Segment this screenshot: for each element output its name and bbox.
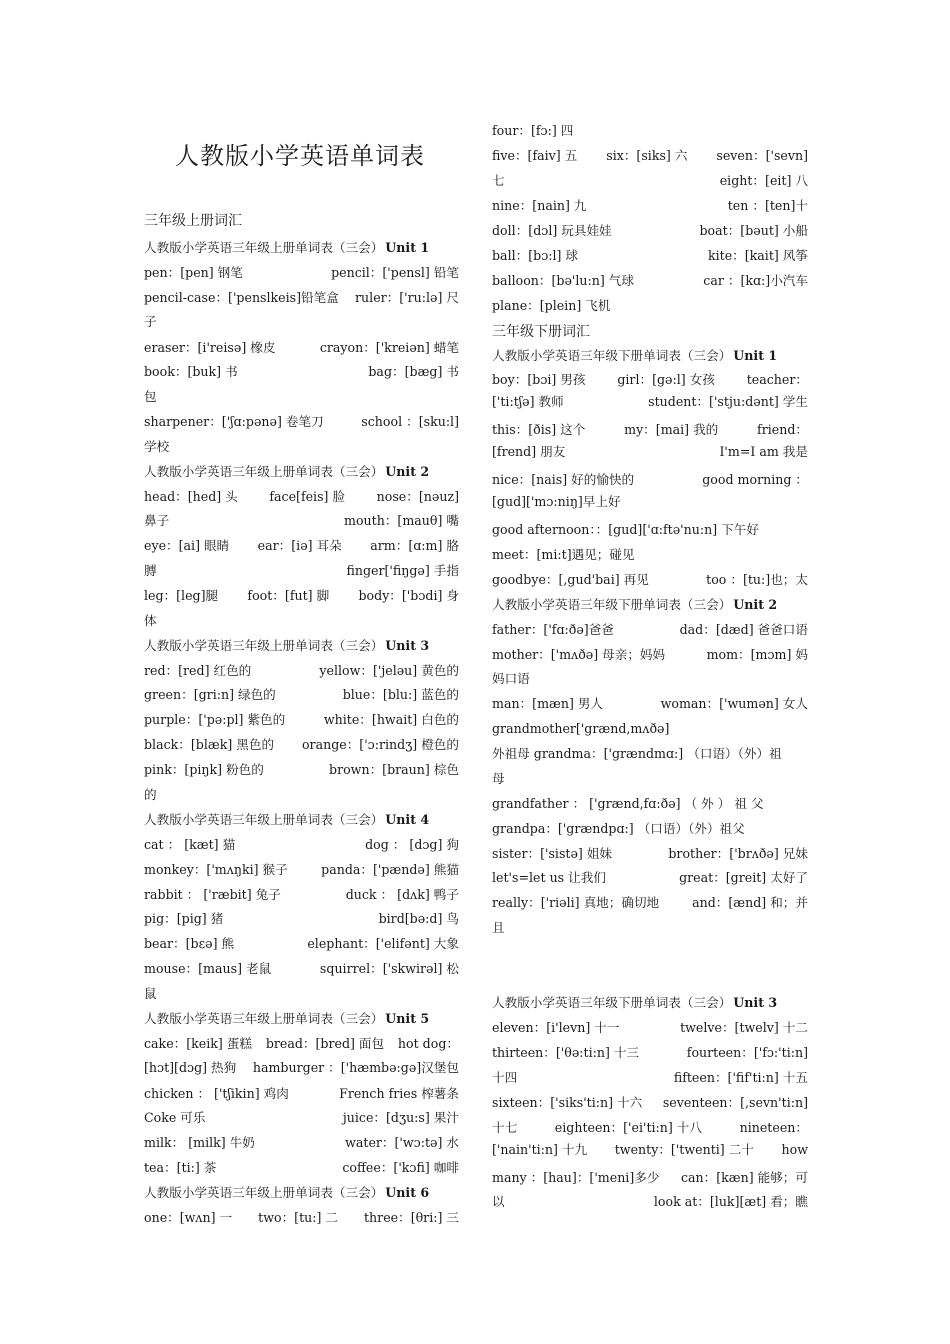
unit-number: Unit 3 [385,638,430,653]
vocab-entry: body：['bɔdi] 身 [358,588,459,603]
vocab-entry: orange：['ɔ:rindʒ] 橙色的 [301,737,459,752]
vocab-entry: pink：[piŋk] 粉色的 [144,762,264,777]
vocab-entry: monkey：['mʌŋki] 猴子 [144,862,288,877]
vocab-entry: school ：[sku:l] [361,414,459,429]
unit-heading [144,637,459,655]
vocab-entry: girl：[gə:l] 女孩 [617,372,715,387]
unit-heading [144,463,459,481]
vocab-line [492,493,808,511]
vocab-entry: French fries 榨薯条 [339,1086,459,1101]
vocab-line [492,147,808,165]
vocab-entry: plane：[plein] 飞机 [492,298,611,313]
vocab-entry: mouse：[maus] 老鼠 [144,961,272,976]
vocab-entry: fifteen：['fif'ti:n] 十五 [673,1070,808,1085]
section-heading-grade3-vol2: 三年级下册词汇 [492,324,590,340]
unit-number: Unit 1 [385,240,430,255]
vocab-entry: many ：[hau]：['meni]多少 [492,1170,660,1185]
vocab-entry: 的 [144,787,157,802]
vocab-line [492,172,808,190]
vocab-line [492,122,808,140]
vocab-entry: seventeen：[,sevn'ti:n] [662,1095,808,1110]
vocab-line [144,438,459,456]
vocab-entry: head：[hed] 头 [144,489,238,504]
vocab-line [144,512,459,530]
vocab-entry: eight：[eit] 八 [719,173,808,188]
vocab-entry: chicken ： ['tʃikin] 鸡肉 [144,1086,289,1101]
vocab-entry: mother：['mʌðə] 母亲；妈妈 [492,647,666,662]
vocab-entry: six：[siks] 六 [606,148,688,163]
unit-heading-text: 人教版小学英语三年级上册单词表（三会） [144,1185,384,1200]
unit-number: Unit 3 [733,995,778,1010]
vocab-line [492,695,808,713]
vocab-entry: 且 [492,920,505,935]
vocab-line [492,745,808,763]
vocab-entry: grandfather ： ['grænd,fɑ:ðə] （ 外 ） 祖 父 [492,796,764,811]
unit-heading [144,239,459,257]
vocab-entry: friend： [757,422,808,437]
vocab-line [492,1141,808,1159]
vocab-line [144,363,459,381]
unit-heading [492,596,808,614]
vocab-line [144,886,459,904]
vocab-entry: foot：[fut] 脚 [247,588,330,603]
vocab-line [492,546,808,564]
vocab-entry: 母 [492,771,505,786]
vocab-line [144,985,459,1003]
vocab-entry: panda：['pændə] 熊猫 [321,862,459,877]
vocab-entry: squirrel：['skwirəl] 松 [319,961,459,976]
vocab-line [144,612,459,630]
vocab-entry: duck ： [dʌk] 鸭子 [345,887,459,902]
vocab-entry: black：[blæk] 黑色的 [144,737,275,752]
vocab-entry: crayon：['kreiən] 蜡笔 [319,340,459,355]
vocab-entry: [gud]['mɔ:niŋ]早上好 [492,494,621,509]
vocab-entry: how [781,1142,808,1157]
vocab-line [492,1069,808,1087]
vocab-entry: my：[mai] 我的 [624,422,719,437]
vocab-entry: man：[mæn] 男人 [492,696,604,711]
vocab-entry: arm：[ɑ:m] 胳 [370,538,459,553]
unit-heading-text: 人教版小学英语三年级上册单词表（三会） [144,464,384,479]
vocab-entry: purple：['pə:pl] 紫色的 [144,712,286,727]
vocab-entry: ten ：[ten]十 [727,198,808,213]
unit-heading-text: 人教版小学英语三年级下册单词表（三会） [492,597,732,612]
vocab-entry: meet：[mi:t]遇见；碰见 [492,547,635,562]
unit-heading-text: 人教版小学英语三年级上册单词表（三会） [144,638,384,653]
vocab-entry: balloon：[bə'lu:n] 气球 [492,273,634,288]
unit-heading-text: 人教版小学英语三年级上册单词表（三会） [144,1011,384,1026]
vocab-entry: mom：[mɔm] 妈 [706,647,808,662]
unit-number: Unit 5 [385,1011,430,1026]
vocab-entry: boat：[bəut] 小船 [699,223,808,238]
vocab-line [492,670,808,688]
unit-heading-text: 人教版小学英语三年级下册单词表（三会） [492,348,732,363]
vocab-line [144,1085,459,1103]
vocab-line [492,443,808,461]
vocab-line [144,388,459,406]
vocab-entry: seven：['sevn] [716,148,808,163]
vocab-entry: and：[ænd] 和；并 [692,895,808,910]
vocab-entry: eye：[ai] 眼睛 [144,538,230,553]
vocab-entry: nose：[nəuz] [376,489,459,504]
vocab-line [144,910,459,928]
vocab-entry: can：[kæn] 能够；可 [680,1170,808,1185]
vocab-line [492,1019,808,1037]
vocab-entry: five：[faiv] 五 [492,148,578,163]
vocab-entry: 膊 [144,563,157,578]
vocab-entry: two：[tu:] 二 [258,1210,339,1225]
vocab-entry: rabbit ： ['ræbit] 兔子 [144,887,281,902]
vocab-entry: [frend] 朋友 [492,444,566,459]
vocab-entry: tea：[ti:] 茶 [144,1160,217,1175]
vocab-line [144,537,459,555]
vocab-line [492,471,808,489]
vocab-line [492,521,808,539]
vocab-entry: bag：[bæg] 书 [368,364,459,379]
vocab-entry: cat ： [kæt] 猫 [144,837,236,852]
vocab-entry: 学校 [144,439,170,454]
vocab-entry: eighteen：['ei'ti:n] 十八 [554,1120,702,1135]
vocab-line [144,1059,459,1077]
vocab-entry: red：[red] 红色的 [144,663,252,678]
unit-number: Unit 6 [385,1185,430,1200]
vocab-line [144,960,459,978]
vocab-line [144,686,459,704]
vocab-entry: book：[buk] 书 [144,364,238,379]
vocab-entry: 以 [492,1194,505,1209]
vocab-entry: doll：[dɔl] 玩具娃娃 [492,223,612,238]
vocab-line [492,1193,808,1211]
unit-heading-text: 人教版小学英语三年级上册单词表（三会） [144,812,384,827]
vocab-entry: juice：[dʒu:s] 果汁 [342,1110,459,1125]
vocab-line [144,1134,459,1152]
vocab-entry: ['nain'ti:n] 十九 [492,1142,588,1157]
vocab-line [492,1094,808,1112]
vocab-entry: 十四 [492,1070,518,1085]
vocab-entry: 子 [144,314,157,329]
vocab-entry: grandmother['grænd,mʌðə] [492,721,670,736]
vocab-entry: bread：[bred] 面包 [265,1036,385,1051]
vocab-entry: yellow：['jeləu] 黄色的 [319,663,459,678]
unit-heading [144,811,459,829]
vocab-entry: blue：[blu:] 蓝色的 [342,687,459,702]
unit-heading [144,1010,459,1028]
vocab-line [144,1209,459,1227]
vocab-entry: pencil：['pensl] 铅笔 [331,265,459,280]
vocab-entry: water：['wɔ:tə] 水 [345,1135,459,1150]
unit-heading [492,994,808,1012]
vocab-line [492,1169,808,1187]
vocab-entry: sharpener：['ʃɑ:pənə] 卷笔刀 [144,414,324,429]
vocab-line [144,1109,459,1127]
vocab-line [492,421,808,439]
vocab-entry: really：['riəli] 真地；确切地 [492,895,660,910]
vocab-entry: milk： [milk] 牛奶 [144,1135,255,1150]
unit-heading [144,1184,459,1202]
vocab-entry: this：[ðis] 这个 [492,422,586,437]
vocab-line [492,297,808,315]
vocab-line [492,371,808,389]
vocab-line [492,869,808,887]
vocab-line [144,488,459,506]
vocab-entry: 妈口语 [492,671,530,686]
vocab-line [144,761,459,779]
vocab-line [144,313,459,331]
vocab-line [144,836,459,854]
vocab-entry: look at：[luk][æt] 看；瞧 [653,1194,808,1209]
vocab-line [144,1159,459,1177]
vocab-entry: nineteen： [739,1120,808,1135]
vocab-entry: 鼠 [144,986,157,1001]
vocab-entry: sister：['sistə] 姐妹 [492,846,613,861]
vocab-entry: nine：[nain] 九 [492,198,587,213]
vocab-entry: twelve：[twelv] 十二 [680,1020,808,1035]
page-title: 人教版小学英语单词表 [175,142,425,170]
unit-heading-text: 人教版小学英语三年级上册单词表（三会） [144,240,384,255]
vocab-line [144,711,459,729]
unit-heading-text: 人教版小学英语三年级下册单词表（三会） [492,995,732,1010]
vocab-line [492,646,808,664]
vocab-entry: finger['fiŋgə] 手指 [346,563,459,578]
vocab-entry: four：[fɔ:] 四 [492,123,574,138]
vocab-line [492,272,808,290]
vocab-entry: leg：[leg]腿 [144,588,219,603]
vocab-entry: [hɔt][dɔg] 热狗 [144,1060,237,1075]
vocab-entry: bird[bə:d] 鸟 [378,911,459,926]
vocab-entry: hamburger ：['hæmbə:gə]汉堡包 [252,1060,459,1075]
vocab-entry: boy：[bɔi] 男孩 [492,372,586,387]
vocab-entry: dog ： [dɔg] 狗 [365,837,459,852]
vocab-line [144,935,459,953]
vocab-line [144,413,459,431]
vocab-entry: dad：[dæd] 爸爸口语 [679,622,808,637]
vocab-entry: woman：['wumən] 女人 [660,696,808,711]
vocab-entry: face[feis] 脸 [269,489,346,504]
vocab-entry: 十七 [492,1120,518,1135]
vocab-line [144,339,459,357]
vocab-entry: white：[hwait] 白色的 [323,712,459,727]
unit-number: Unit 2 [733,597,778,612]
vocab-entry: fourteen：['fɔ:'ti:n] [686,1045,808,1060]
vocab-line [492,393,808,411]
vocab-entry: good morning ： [702,472,808,487]
unit-number: Unit 4 [385,812,430,827]
vocab-entry: student：['stju:dənt] 学生 [648,394,808,409]
vocab-entry: green：[gri:n] 绿色的 [144,687,276,702]
section-heading-grade3-vol1: 三年级上册词汇 [144,213,242,229]
vocab-line [492,571,808,589]
vocab-line [144,1035,459,1053]
vocab-entry: three：[θri:] 三 [364,1210,459,1225]
vocab-line [492,770,808,788]
vocab-line [492,845,808,863]
vocab-line [144,786,459,804]
vocab-entry: twenty：['twenti] 二十 [614,1142,754,1157]
vocab-entry: 外祖母 grandma：['grændmɑ:] （口语）（外）祖 [492,746,782,761]
vocab-entry: ruler：['ru:lə] 尺 [355,290,459,305]
vocab-entry: elephant：['elifənt] 大象 [307,936,459,951]
vocab-line [492,894,808,912]
vocab-entry: brown：[braun] 棕色 [329,762,459,777]
vocab-entry: sixteen：['siks'ti:n] 十六 [492,1095,643,1110]
vocab-entry: one：[wʌn] 一 [144,1210,233,1225]
vocab-entry: coffee：['kɔfi] 咖啡 [342,1160,459,1175]
vocab-line [492,820,808,838]
unit-number: Unit 1 [733,348,778,363]
vocab-entry: 七 [492,173,505,188]
vocab-entry: pig：[pig] 猪 [144,911,224,926]
vocab-entry: Coke 可乐 [144,1110,206,1125]
vocab-line [492,795,808,813]
vocab-line [144,587,459,605]
vocab-line [144,562,459,580]
vocab-entry: I'm=I am 我是 [719,444,808,459]
vocab-line [144,264,459,282]
vocab-entry: pen：[pen] 钢笔 [144,265,243,280]
vocab-entry: mouth：[mauθ] 嘴 [344,513,459,528]
vocab-entry: too ：[tu:]也；太 [706,572,808,587]
vocab-entry: teacher： [746,372,808,387]
vocab-entry: 鼻子 [144,513,170,528]
vocab-line [492,247,808,265]
unit-heading [492,347,808,365]
vocab-entry: bear：[bεə] 熊 [144,936,235,951]
vocab-line [492,197,808,215]
vocab-entry: car ：[kɑ:]小汽车 [703,273,808,288]
vocab-entry: good afternoon：：[gud]['ɑ:ftə'nu:n] 下午好 [492,522,759,537]
vocab-entry: 体 [144,613,157,628]
vocab-entry: grandpa：['grændpɑ:] （口语）（外）祖父 [492,821,745,836]
vocab-entry: ball：[bɔ:l] 球 [492,248,579,263]
vocab-entry: eleven：[i'levn] 十一 [492,1020,620,1035]
vocab-line [144,289,459,307]
vocab-line [492,1044,808,1062]
vocab-entry: pencil-case：['penslkeis]铅笔盒 [144,290,339,305]
vocab-entry: nice：[nais] 好的愉快的 [492,472,635,487]
vocab-line [492,919,808,937]
unit-number: Unit 2 [385,464,430,479]
vocab-entry: father：['fɑ:ðə]爸爸 [492,622,614,637]
vocab-line [144,736,459,754]
vocab-entry: let's=let us 让我们 [492,870,606,885]
vocab-entry: eraser：[i'reisə] 橡皮 [144,340,276,355]
vocab-entry: ear：[iə] 耳朵 [257,538,342,553]
vocab-line [492,1119,808,1137]
vocab-entry: 包 [144,389,157,404]
vocab-entry: ['ti:tʃə] 教师 [492,394,564,409]
vocab-line [492,222,808,240]
vocab-line [144,662,459,680]
vocab-line [144,861,459,879]
vocab-entry: thirteen：['θə:ti:n] 十三 [492,1045,640,1060]
vocab-entry: cake：[keik] 蛋糕 [144,1036,253,1051]
vocab-line [492,720,808,738]
vocab-entry: great：[greit] 太好了 [679,870,808,885]
vocab-entry: hot dog： [397,1036,459,1051]
vocab-entry: goodbye：[,gud'bai] 再见 [492,572,649,587]
vocab-entry: brother：['brʌðə] 兄妹 [668,846,808,861]
vocab-entry: kite：[kait] 风筝 [707,248,808,263]
vocab-line [492,621,808,639]
